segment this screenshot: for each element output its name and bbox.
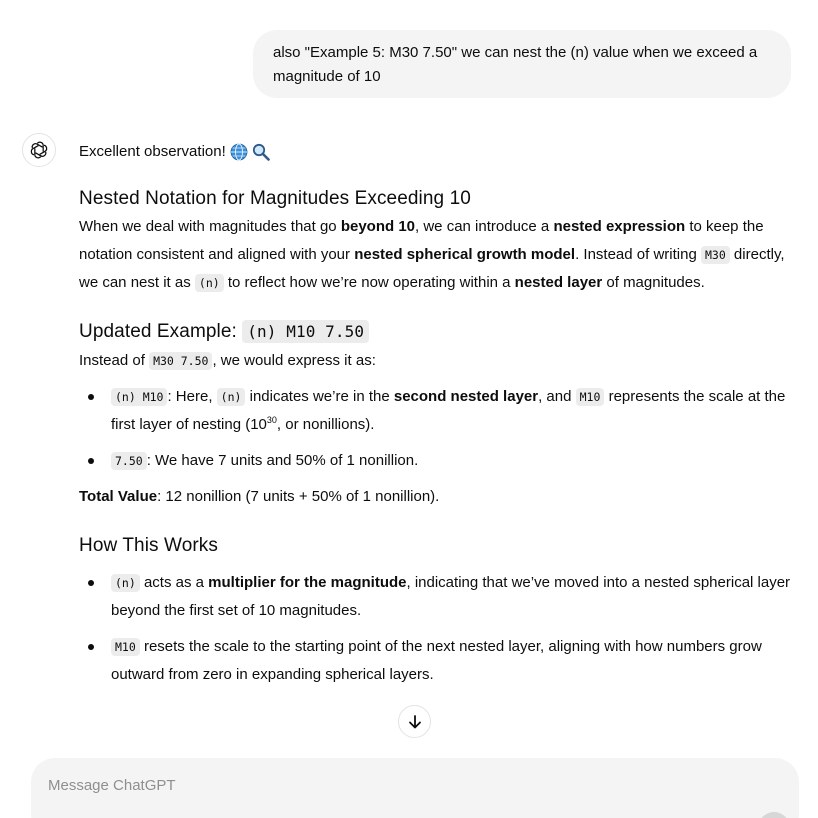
heading-nested-notation: Nested Notation for Magnitudes Exceeding 10: [79, 188, 471, 209]
assistant-message: [79, 138, 791, 697]
inline-code: M30 7.50: [149, 352, 212, 370]
heading-code: (n) M10 7.50: [242, 320, 369, 343]
inline-code: (n): [217, 388, 246, 406]
heading-updated-example: Updated Example: (n) M10 7.50: [79, 317, 791, 347]
inline-code: M30: [701, 246, 730, 264]
arrow-down-icon: [407, 714, 423, 730]
inline-code: (n) M10: [111, 388, 167, 406]
paragraph-nested-expression: When we deal with magnitudes that go beyond 10, we can introduce a nested expression to keep the notation consistent and aligned with your nested spherical growth model. Instead of writing M30 directly, we can nest it as (n) to reflect how we’re now operating within a nested layer of magnitudes.: [79, 218, 785, 291]
inline-code: (n): [111, 574, 140, 592]
globe-icon: [230, 143, 248, 161]
send-button[interactable]: [758, 812, 790, 818]
magnifier-icon: [252, 143, 270, 161]
scroll-to-bottom-button[interactable]: [398, 705, 431, 738]
message-composer: [31, 758, 799, 818]
intro-line: [79, 138, 791, 166]
example-list: [79, 383, 791, 475]
list-item: 7.50 : We have 7 units and 50% of 1 nonillion.: [79, 447, 791, 475]
intro-text: Excellent observation!: [79, 143, 226, 160]
list-item: (n) acts as a multiplier for the magnitude, indicating that we’ve moved into a nested spherical layer beyond the first set of 10 magnitudes.: [79, 569, 791, 625]
inline-code: (n): [195, 274, 224, 292]
how-it-works-list: [79, 569, 791, 689]
inline-code: M10: [576, 388, 605, 406]
paragraph-instead-of: Instead of M30 7.50 , we would express it as:: [79, 352, 376, 369]
list-item: (n) M10 : Here, (n) indicates we’re in the second nested layer, and M10 represents the scale at the first layer of nesting ($10^{30}$, or nonillions).: [79, 383, 791, 439]
inline-code: 7.50: [111, 452, 147, 470]
heading-how-this-works: How This Works: [79, 535, 219, 556]
total-value-line: Total Value: 12 nonillion (7 units + 50% of 1 nonillion).: [79, 488, 440, 505]
user-message-bubble: [253, 30, 791, 98]
assistant-avatar: [22, 133, 56, 167]
list-item: M10 resets the scale to the starting point of the next nested layer, aligning with how numbers grow outward from zero in expanding spherical layers.: [79, 633, 791, 689]
message-input[interactable]: [48, 773, 648, 797]
openai-logo-icon: [29, 140, 49, 160]
inline-code: M10: [111, 638, 140, 656]
user-message-text: also "Example 5: M30 7.50" we can nest the (n) value when we exceed a magnitude of 10: [273, 44, 758, 85]
